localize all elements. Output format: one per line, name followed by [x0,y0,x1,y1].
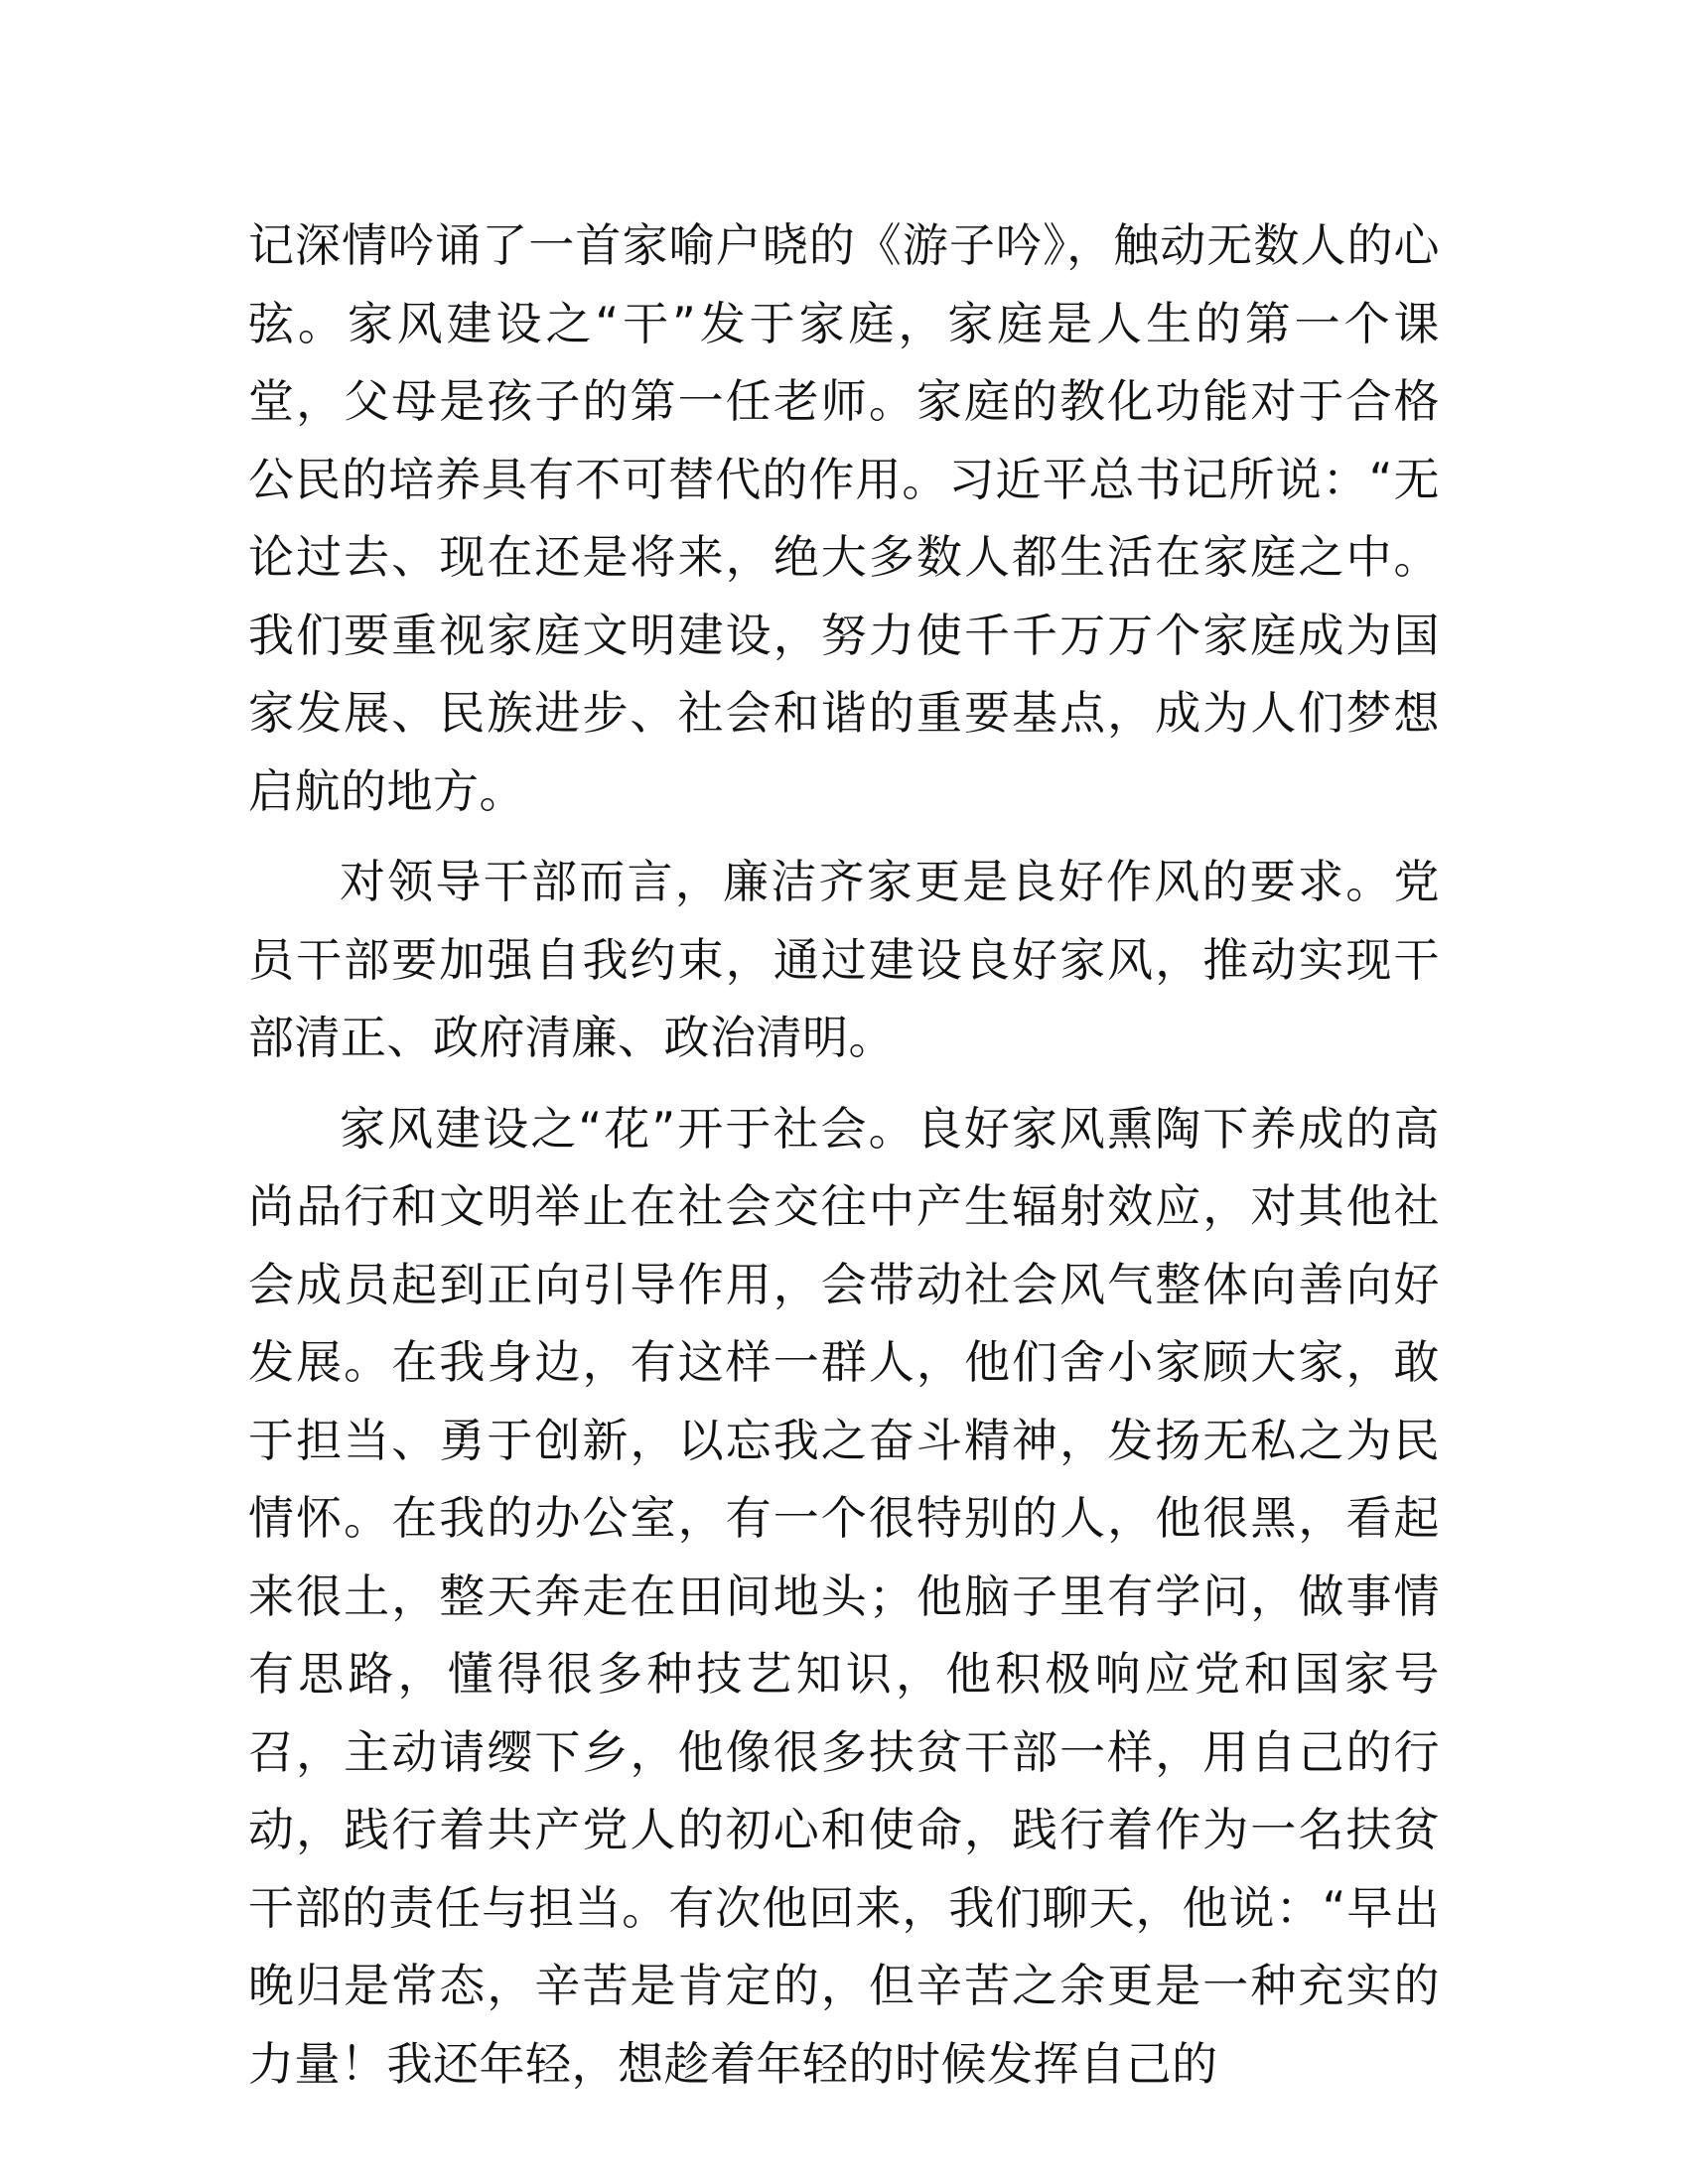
paragraph-society-influence: 家风建设之“花”开于社会。良好家风熏陶下养成的高尚品行和文明举止在社会交往中产生辐射效应，对其他社会成员起到正向引导作用，会带动社会风气整体向善向好发展。在我身边，有这样一群人，他们舍小家顾大家，敢于担当、勇于创新，以忘我之奋斗精神，发扬无私之为民情怀。在我的办公室，有一个很特别的人，他很黑，看起来很土，整天奔走在田间地头；他脑子里有学问，做事情有思路，懂得很多种技艺知识，他积极响应党和国家号召，主动请缨下乡，他像很多扶贫干部一样，用自己的行动，践行着共产党人的初心和使命，践行着作为一名扶贫干部的责任与担当。有次他回来，我们聊天，他说：“早出晚归是常态，辛苦是肯定的，但辛苦之余更是一种充实的力量！我还年轻，想趁着年轻的时候发挥自己的 [248,1101,1440,2091]
paragraph-continuation: 记深情吟诵了一首家喻户晓的《游子吟》，触动无数人的心弦。家风建设之“干”发于家庭，家庭是人生的第一个课堂，父母是孩子的第一任老师。家庭的教化功能对于合格公民的培养具有不可替代的作用。习近平总书记所说：“无论过去、现在还是将来，绝大多数人都生活在家庭之中。我们要重视家庭文明建设，努力使千千万万个家庭成为国家发展、民族进步、社会和谐的重要基点，成为人们梦想启航的地方。 [248,218,1440,818]
body-text [248,206,1440,2103]
paragraph-leaders-integrity: 对领导干部而言，廉洁齐家更是良好作风的要求。党员干部要加强自我约束，通过建设良好家风，推动实现干部清正、政府清廉、政治清明。 [248,855,1440,1064]
